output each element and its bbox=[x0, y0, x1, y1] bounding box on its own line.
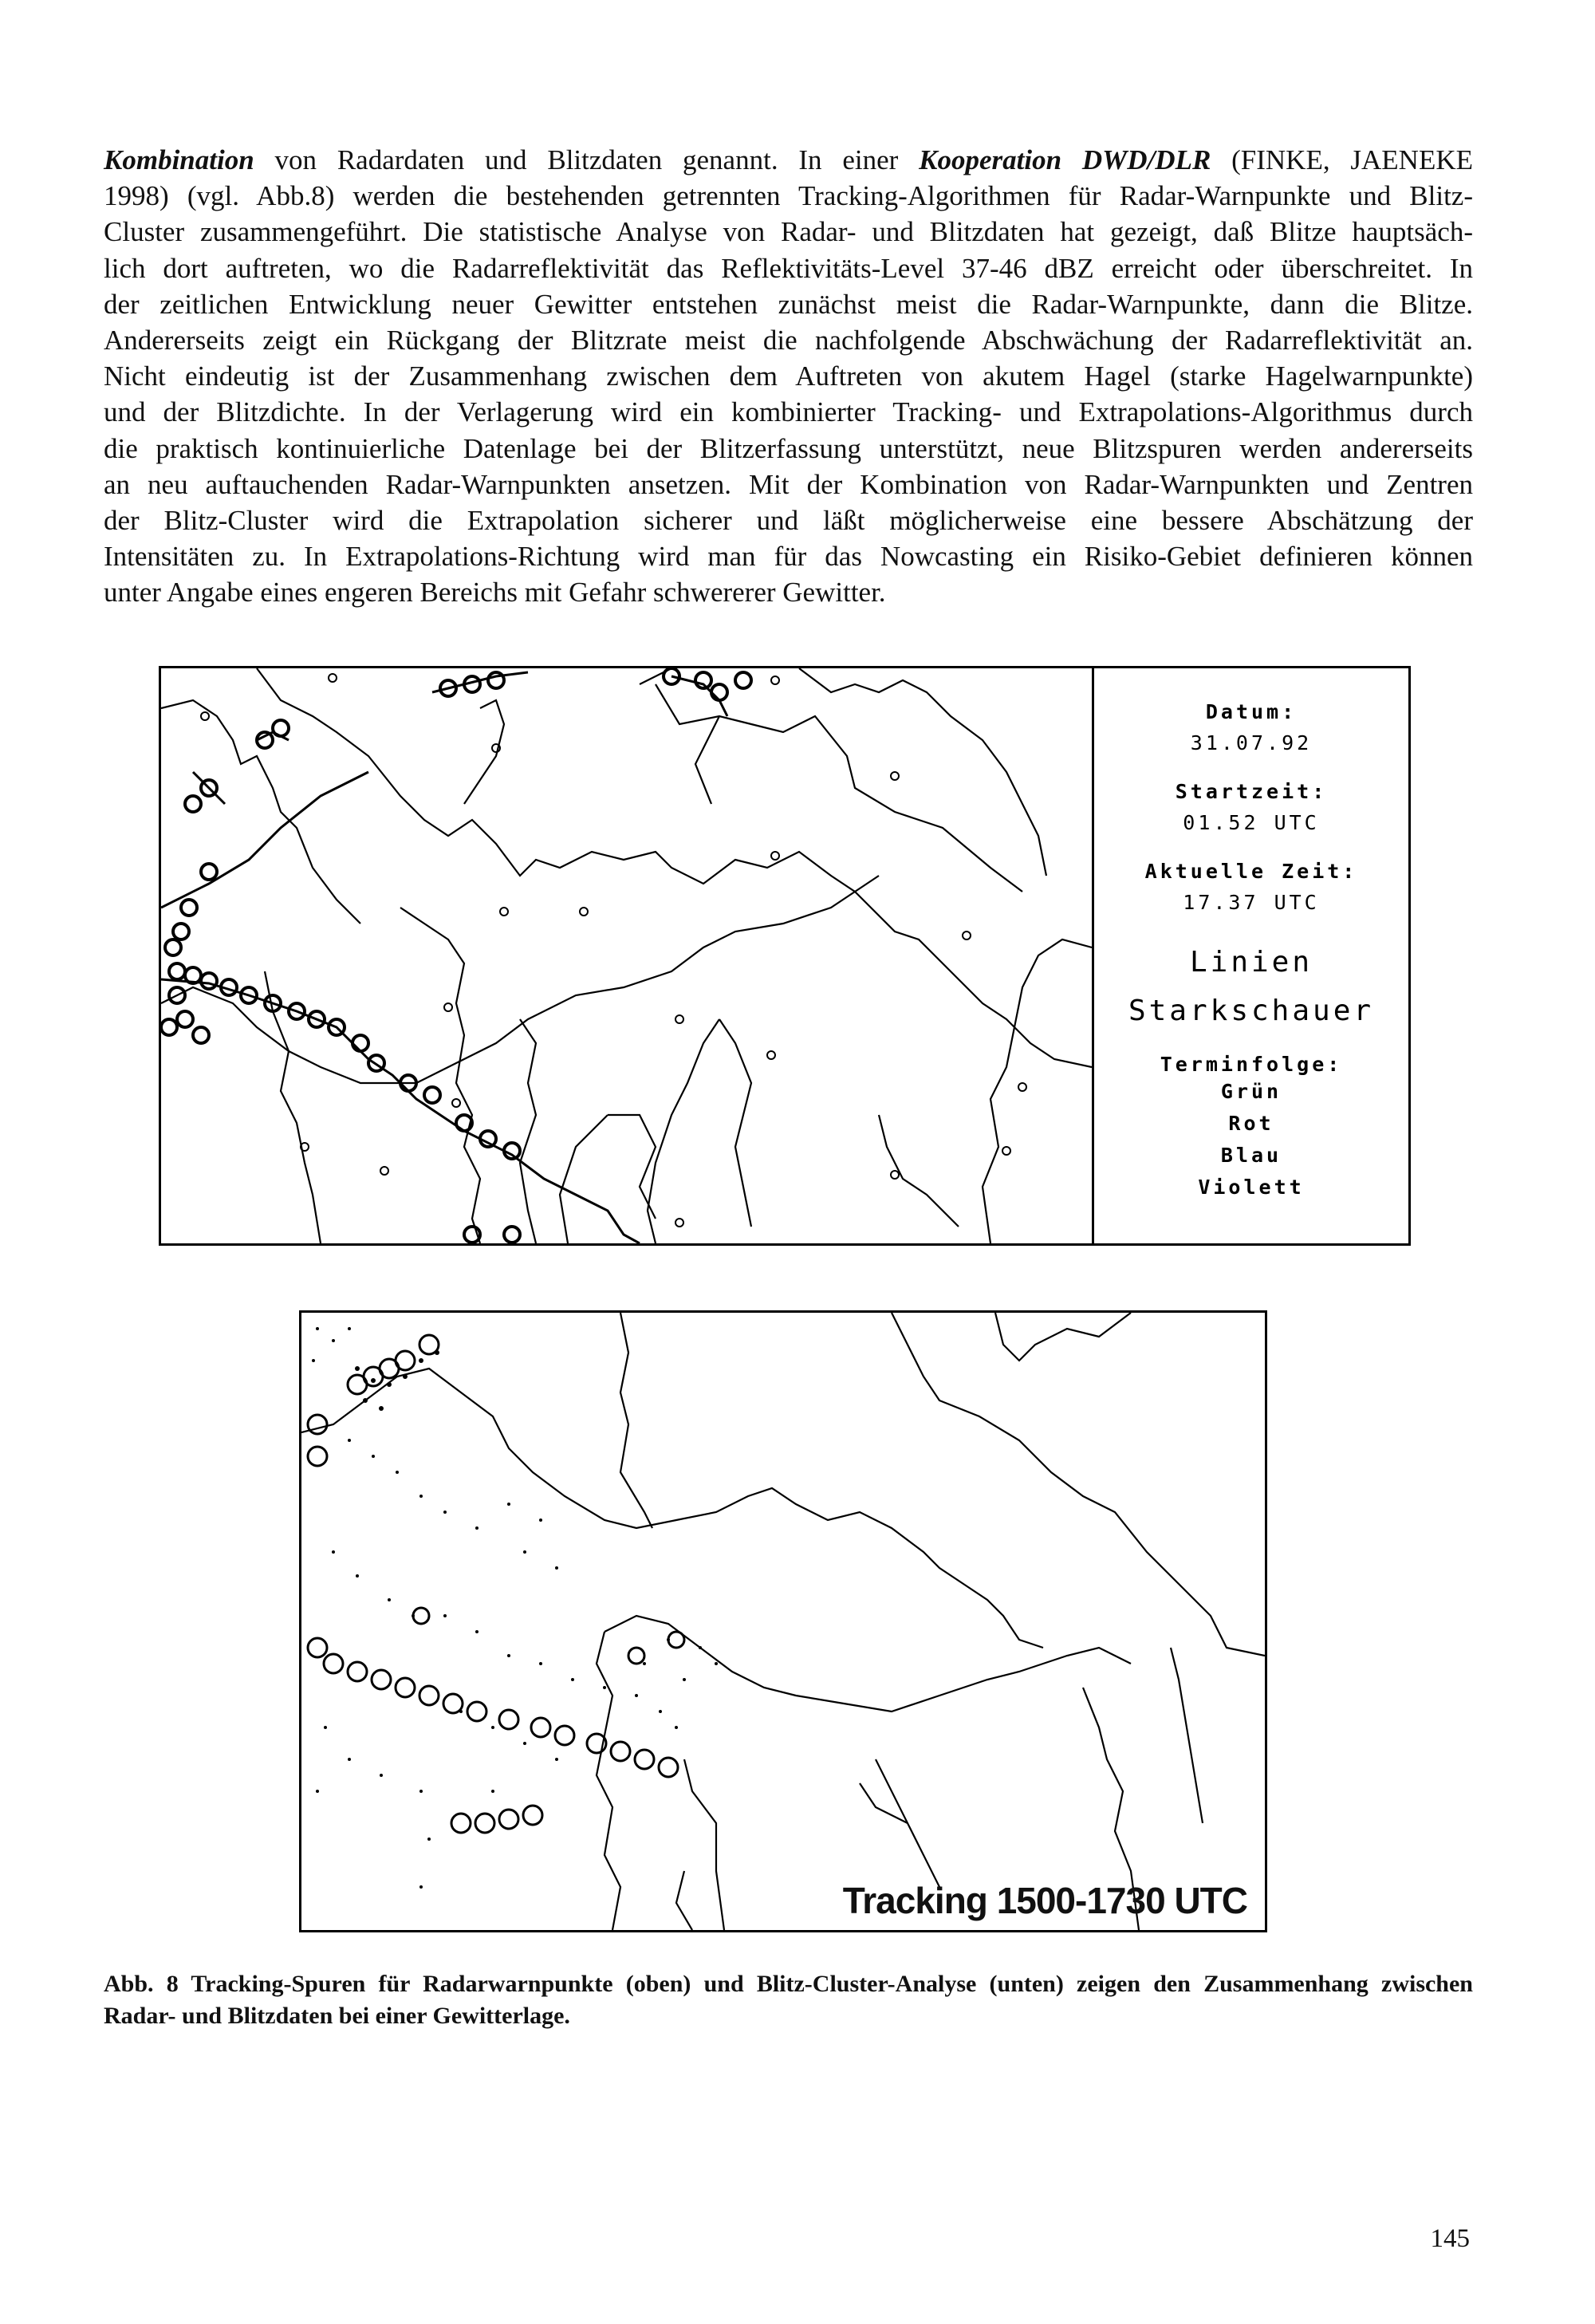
terminfolge-color: Blau bbox=[1220, 1144, 1282, 1167]
body-paragraph bbox=[104, 142, 1473, 611]
aktuelle-zeit-value: 17.37 UTC bbox=[1183, 891, 1320, 914]
radar-tracking-map bbox=[161, 668, 1094, 1243]
map-line bbox=[640, 668, 1022, 892]
paragraph-line bbox=[104, 178, 1473, 214]
radar-tracking-figure bbox=[159, 666, 1411, 1246]
map-line bbox=[648, 1019, 751, 1243]
text-run: Intensitäten zu. In Extrapolations-Richtung wird man für das Nowcasting ein Risiko-Gebiet definieren können bbox=[104, 541, 1473, 573]
text-run: von Radardaten und Blitzdaten genannt. In einer bbox=[254, 144, 920, 175]
map-line bbox=[605, 1616, 1131, 1711]
text-run: an neu auftauchenden Radar-Warnpunkten ansetzen. Mit der Kombination von Radar-Warnpunkten und Zentren bbox=[104, 468, 1473, 500]
paragraph-line bbox=[104, 574, 1473, 610]
text-run: lich dort auftreten, wo die Radarreflektivität das Reflektivitäts-Level 37-46 dBZ erreicht oder überschreitet. In bbox=[104, 252, 1473, 284]
track-path bbox=[161, 772, 368, 908]
datum-value: 31.07.92 bbox=[1190, 731, 1313, 754]
startzeit-value: 01.52 UTC bbox=[1183, 811, 1320, 834]
tracking-time-label: Tracking 1500-1730 UTC bbox=[842, 1880, 1247, 1921]
caption-line: Radar- und Blitzdaten bei einer Gewitterlage. bbox=[104, 2003, 570, 2029]
text-run: unter Angabe eines engeren Bereichs mit Gefahr schwererer Gewitter. bbox=[104, 577, 886, 609]
datum-label: Datum: bbox=[1205, 700, 1298, 723]
text-run: 1998) (vgl. Abb.8) werden die bestehenden getrennten Tracking-Algorithmen für Radar-Warnpunkte und Blitz- bbox=[104, 180, 1473, 212]
paragraph-line bbox=[104, 538, 1473, 574]
map-line bbox=[860, 1783, 908, 1823]
paragraph-line bbox=[104, 467, 1473, 502]
map-line bbox=[560, 1115, 656, 1243]
track-path bbox=[161, 979, 640, 1243]
paragraph-line bbox=[104, 142, 1473, 178]
caption-line: Abb. 8 Tracking-Spuren für Radarwarnpunkte (oben) und Blitz-Cluster-Analyse (unten) zeigen den Zusammenhang zwischen bbox=[104, 1971, 1473, 1997]
paragraph-line bbox=[104, 250, 1473, 286]
emphasized-text: Kooperation DWD/DLR bbox=[919, 144, 1211, 175]
aktuelle-zeit-label: Aktuelle Zeit: bbox=[1144, 860, 1358, 883]
page-number: 145 bbox=[1430, 2224, 1470, 2253]
text-run: Cluster zusammengeführt. Die statistische Analyse von Radar- und Blitzdaten hat gezeigt, daß Blitze hauptsäch- bbox=[104, 216, 1473, 248]
lightning-cluster-figure bbox=[299, 1310, 1267, 1932]
paragraph-line bbox=[104, 431, 1473, 467]
paragraph-line bbox=[104, 358, 1473, 394]
text-run: Nicht eindeutig ist der Zusammenhang zwischen dem Auftreten von akutem Hagel (starke Hagelwarnpunkte) bbox=[104, 360, 1473, 392]
map-line bbox=[620, 1313, 652, 1528]
paragraph-line bbox=[104, 394, 1473, 430]
map-line bbox=[695, 716, 719, 804]
mode-line-1: Linien bbox=[1189, 946, 1313, 979]
terminfolge-color: Grün bbox=[1220, 1080, 1282, 1103]
text-run: Andererseits zeigt ein Rückgang der Blitzrate meist die nachfolgende Abschwächung der Radarreflektivität an. bbox=[104, 325, 1473, 356]
text-run: der zeitlichen Entwicklung neuer Gewitter entstehen zunächst meist die Radar-Warnpunkte, dann die Blitze. bbox=[104, 288, 1473, 320]
map-line bbox=[995, 1313, 1131, 1361]
text-run: die praktisch kontinuierliche Datenlage bei der Blitzerfassung unterstützt, neue Blitzspuren werden andererseits bbox=[104, 432, 1473, 464]
radar-map-drawing bbox=[161, 668, 1092, 1243]
paragraph-line bbox=[104, 286, 1473, 322]
emphasized-text: Kombination bbox=[104, 144, 254, 175]
map-line bbox=[676, 1871, 692, 1930]
map-line bbox=[879, 1115, 959, 1227]
map-line bbox=[597, 1632, 620, 1930]
lightning-map-drawing bbox=[301, 1313, 1265, 1930]
track-path bbox=[671, 676, 727, 716]
text-run: (FINKE, JAENEKE bbox=[1211, 144, 1473, 175]
map-line bbox=[684, 1759, 724, 1930]
figure-caption bbox=[104, 1968, 1473, 2032]
paragraph-line bbox=[104, 322, 1473, 358]
terminfolge-color: Rot bbox=[1228, 1112, 1274, 1135]
text-run: und der Blitzdichte. In der Verlagerung wird ein kombinierter Tracking- und Extrapolations-Algorithmus durch bbox=[104, 396, 1473, 428]
map-line bbox=[892, 1313, 1265, 1656]
paragraph-line bbox=[104, 502, 1473, 538]
map-line bbox=[520, 1019, 536, 1243]
mode-line-2: Starkschauer bbox=[1128, 995, 1375, 1027]
map-line bbox=[301, 1369, 1043, 1648]
terminfolge-color: Violett bbox=[1198, 1176, 1305, 1199]
terminfolge-label: Terminfolge: bbox=[1160, 1053, 1343, 1076]
text-run: der Blitz-Cluster wird die Extrapolation sicherer und läßt möglicherweise eine bessere Abschätzung der bbox=[104, 505, 1473, 537]
map-line bbox=[799, 668, 1046, 876]
map-line bbox=[983, 939, 1092, 1243]
lightning-dots bbox=[312, 1327, 718, 1889]
paragraph-line bbox=[104, 214, 1473, 250]
startzeit-label: Startzeit: bbox=[1175, 780, 1328, 803]
map-line bbox=[1171, 1648, 1203, 1823]
radar-info-panel bbox=[1094, 668, 1408, 1243]
